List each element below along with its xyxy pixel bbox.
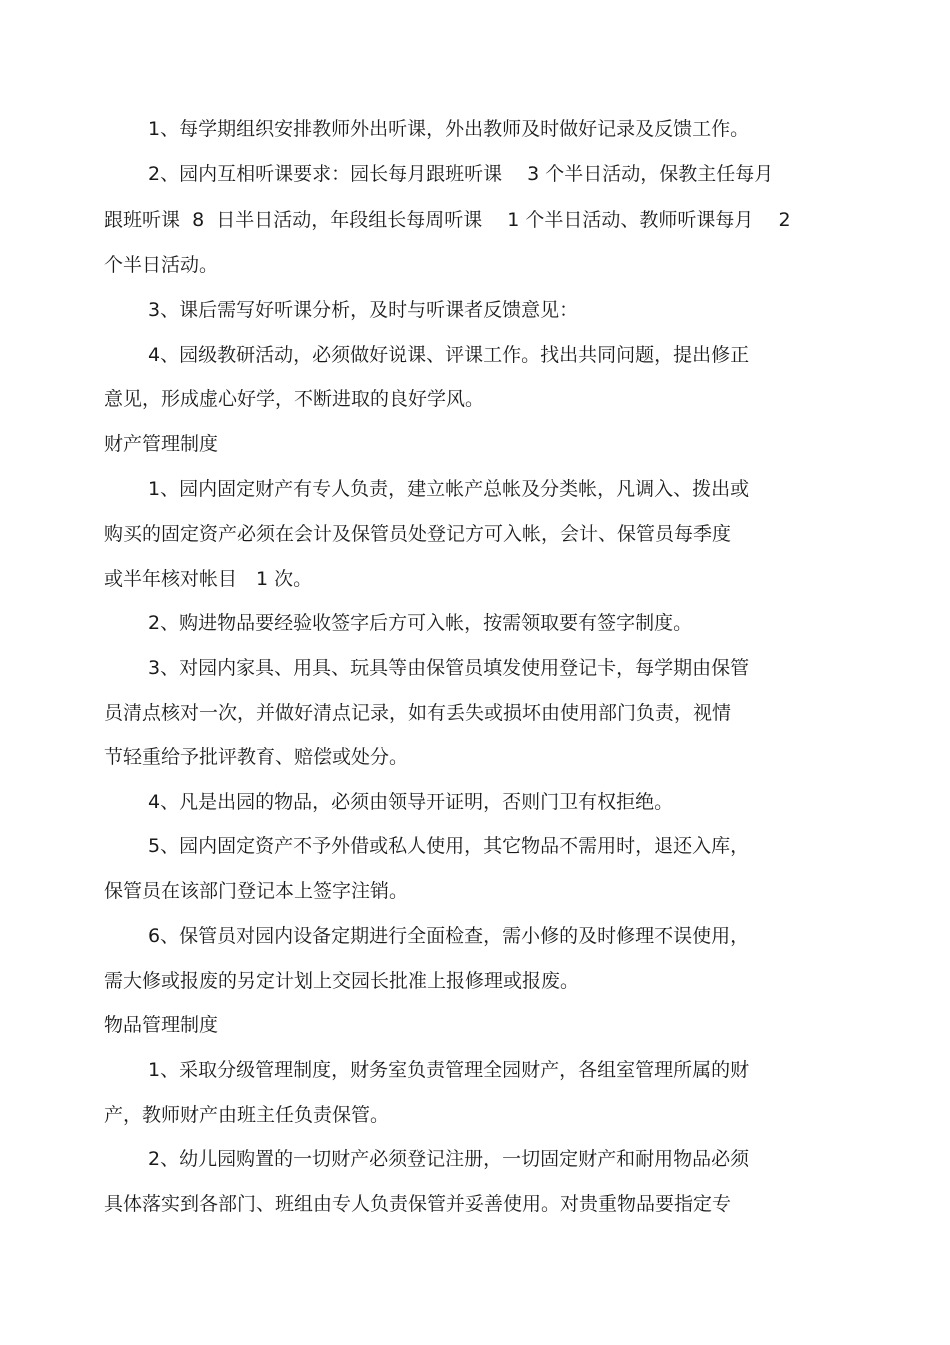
- paragraph-line: 员清点核对一次，并做好清点记录，如有丢失或损坏由使用部门负责，视情: [104, 702, 732, 724]
- paragraph-line: 2、购进物品要经验收签字后方可入帐，按需领取要有签字制度。: [148, 612, 693, 634]
- paragraph-line: 3、课后需写好听课分析，及时与听课者反馈意见：: [148, 299, 579, 321]
- paragraph-line: 4、园级教研活动，必须做好说课、评课工作。找出共同问题，提出修正: [148, 344, 750, 366]
- section-heading: 财产管理制度: [104, 433, 219, 455]
- paragraph-line: 跟班听课 8 日半日活动，年段组长每周听课 1 个半日活动、教师听课每月 2: [104, 209, 791, 231]
- paragraph-line: 2、幼儿园购置的一切财产必须登记注册，一切固定财产和耐用物品必须: [148, 1148, 750, 1170]
- paragraph-line: 2、园内互相听课要求：园长每月跟班听课 3 个半日活动，保教主任每月: [148, 163, 774, 185]
- paragraph-line: 节轻重给予批评教育、赔偿或处分。: [104, 746, 409, 768]
- paragraph-line: 保管员在该部门登记本上签字注销。: [104, 880, 409, 902]
- paragraph-line: 产，教师财产由班主任负责保管。: [104, 1104, 390, 1126]
- paragraph-line: 1、园内固定财产有专人负责，建立帐产总帐及分类帐，凡调入、拨出或: [148, 478, 750, 500]
- paragraph-line: 或半年核对帐目 1 次。: [104, 568, 313, 590]
- paragraph-line: 6、保管员对园内设备定期进行全面检查，需小修的及时修理不误使用，: [148, 925, 750, 947]
- paragraph-line: 4、凡是出园的物品，必须由领导开证明，否则门卫有权拒绝。: [148, 791, 674, 813]
- paragraph-line: 3、对园内家具、用具、玩具等由保管员填发使用登记卡，每学期由保管: [148, 657, 750, 679]
- paragraph-line: 意见，形成虚心好学，不断进取的良好学风。: [104, 388, 485, 410]
- paragraph-line: 购买的固定资产必须在会计及保管员处登记方可入帐，会计、保管员每季度: [104, 523, 732, 545]
- paragraph-line: 5、园内固定资产不予外借或私人使用，其它物品不需用时，退还入库，: [148, 835, 750, 857]
- paragraph-line: 1、每学期组织安排教师外出听课，外出教师及时做好记录及反馈工作。: [148, 118, 750, 140]
- section-heading: 物品管理制度: [104, 1014, 219, 1036]
- paragraph-line: 需大修或报废的另定计划上交园长批准上报修理或报废。: [104, 970, 580, 992]
- paragraph-line: 1、采取分级管理制度，财务室负责管理全园财产，各组室管理所属的财: [148, 1059, 750, 1081]
- paragraph-line: 具体落实到各部门、班组由专人负责保管并妥善使用。对贵重物品要指定专: [104, 1193, 732, 1215]
- paragraph-line: 个半日活动。: [104, 254, 219, 276]
